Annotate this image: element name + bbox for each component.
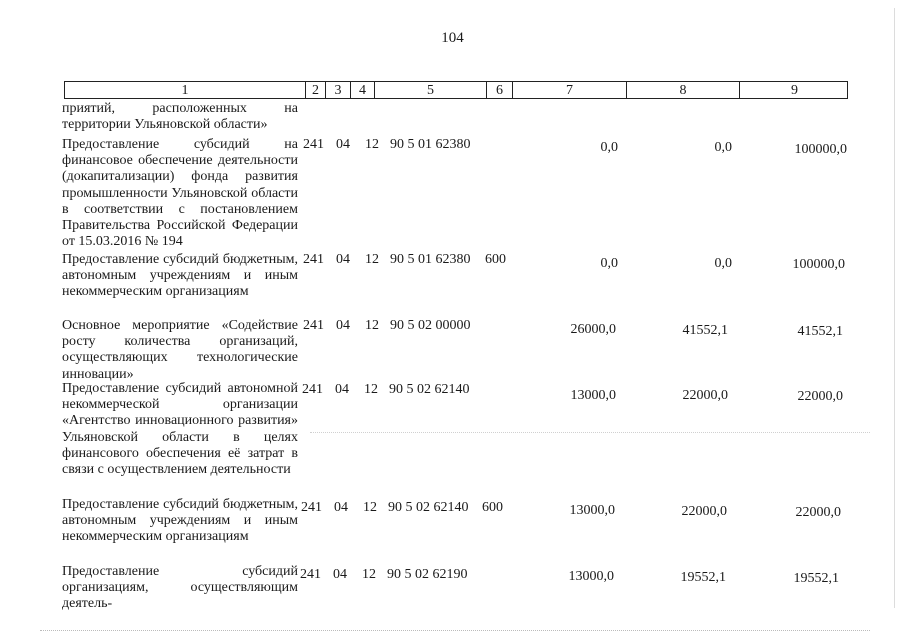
row-3-col-9: 41552,1 bbox=[797, 324, 843, 339]
row-1-description: Предоставление субсидий на финансовое обеспечение деятельности (докапитализации) фонда развития промышленности Ульяновской области в соответствии с постановлением Правительства Российской Федерации от 15.03.2016 № 194 bbox=[62, 137, 298, 250]
row-1-col-8: 0,0 bbox=[714, 140, 732, 155]
page-number: 104 bbox=[441, 30, 464, 46]
row-5-col-7: 13000,0 bbox=[569, 503, 615, 518]
row-3-col-3: 04 bbox=[336, 318, 350, 333]
row-3-col-2: 241 bbox=[303, 318, 324, 333]
row-5-col-5: 90 5 02 62140 bbox=[388, 500, 469, 515]
row-2-description: Предоставление субсидий бюджетным, автономным учреждениям и иным некоммерческим организациям bbox=[62, 252, 298, 300]
row-5-col-9: 22000,0 bbox=[795, 505, 841, 520]
row-1-col-3: 04 bbox=[336, 137, 350, 152]
row-1-col-9: 100000,0 bbox=[794, 142, 847, 157]
row-4-description: Предоставление субсидий автономной некоммерческой организации «Агентство инновационного развития» Ульяновской области в целях финансового обеспечения её затрат в связи с осуществлением деятельности bbox=[62, 381, 298, 478]
row-6-col-2: 241 bbox=[300, 567, 321, 582]
row-3-description: Основное мероприятие «Содействие росту количества организаций, осуществляющих технологические инновации» bbox=[62, 318, 298, 382]
header-col-9: 9 bbox=[739, 82, 849, 99]
header-col-2: 2 bbox=[305, 82, 325, 99]
table-header bbox=[64, 81, 848, 99]
row-5-col-3: 04 bbox=[334, 500, 348, 515]
row-4-col-8: 22000,0 bbox=[682, 388, 728, 403]
header-col-5: 5 bbox=[374, 82, 486, 99]
row-0-description: приятий, расположенных на территории Ульяновской области» bbox=[62, 101, 298, 133]
row-5-col-8: 22000,0 bbox=[681, 504, 727, 519]
header-col-1: 1 bbox=[181, 83, 189, 98]
row-1-col-7: 0,0 bbox=[600, 140, 618, 155]
row-5-col-4: 12 bbox=[363, 500, 377, 515]
row-2-col-4: 12 bbox=[365, 252, 379, 267]
row-4-col-7: 13000,0 bbox=[570, 388, 616, 403]
row-6-col-9: 19552,1 bbox=[793, 571, 839, 586]
row-1-col-2: 241 bbox=[303, 137, 324, 152]
row-6-col-5: 90 5 02 62190 bbox=[387, 567, 468, 582]
row-4-col-9: 22000,0 bbox=[797, 389, 843, 404]
row-5-description: Предоставление субсидий бюджетным, автономным учреждениям и иным некоммерческим организациям bbox=[62, 497, 298, 545]
row-3-col-4: 12 bbox=[365, 318, 379, 333]
row-1-col-4: 12 bbox=[365, 137, 379, 152]
row-2-col-8: 0,0 bbox=[714, 256, 732, 271]
row-2-col-9: 100000,0 bbox=[792, 257, 845, 272]
header-col-7: 7 bbox=[512, 82, 626, 99]
row-6-col-8: 19552,1 bbox=[680, 570, 726, 585]
header-col-8: 8 bbox=[626, 82, 739, 99]
row-6-description: Предоставление субсидий организациям, осуществляющим деятель- bbox=[62, 564, 298, 612]
row-6-col-3: 04 bbox=[333, 567, 347, 582]
row-2-col-3: 04 bbox=[336, 252, 350, 267]
header-col-4: 4 bbox=[350, 82, 374, 99]
row-1-col-5: 90 5 01 62380 bbox=[390, 137, 471, 152]
header-col-3: 3 bbox=[325, 82, 350, 99]
row-2-col-6: 600 bbox=[485, 252, 506, 267]
row-4-col-5: 90 5 02 62140 bbox=[389, 382, 470, 397]
row-5-col-6: 600 bbox=[482, 500, 503, 515]
row-6-col-4: 12 bbox=[362, 567, 376, 582]
scan-artifact-line bbox=[310, 432, 870, 434]
row-5-col-2: 241 bbox=[301, 500, 322, 515]
row-4-col-3: 04 bbox=[335, 382, 349, 397]
header-col-6: 6 bbox=[486, 82, 512, 99]
row-6-col-7: 13000,0 bbox=[568, 569, 614, 584]
row-3-col-7: 26000,0 bbox=[570, 322, 616, 337]
row-2-col-7: 0,0 bbox=[600, 256, 618, 271]
row-3-col-8: 41552,1 bbox=[682, 323, 728, 338]
scan-bottom-edge bbox=[40, 630, 870, 632]
row-2-col-2: 241 bbox=[303, 252, 324, 267]
row-2-col-5: 90 5 01 62380 bbox=[390, 252, 471, 267]
row-3-col-5: 90 5 02 00000 bbox=[390, 318, 471, 333]
row-4-col-4: 12 bbox=[364, 382, 378, 397]
row-4-col-2: 241 bbox=[302, 382, 323, 397]
scan-right-edge bbox=[894, 8, 895, 608]
